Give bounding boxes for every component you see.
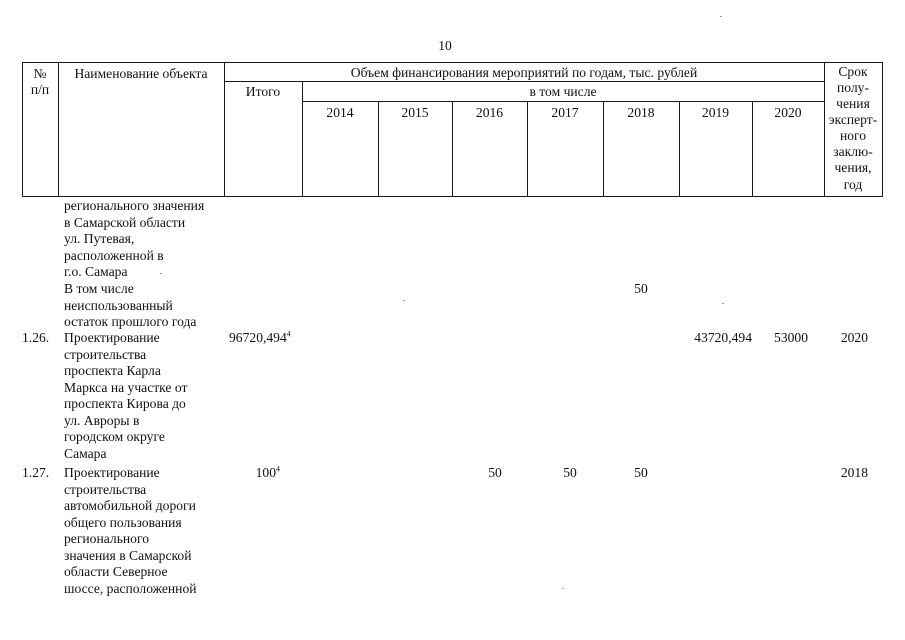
row-1-27-2017: 50 (563, 465, 577, 480)
row-1-27-total: $100^4$ (255, 464, 280, 480)
header-year-2014: 2014 (326, 105, 354, 120)
row-number-1-26: 1.26. (22, 330, 50, 345)
header-num-line1: № (33, 66, 47, 81)
unused-balance-2018: 50 (634, 281, 648, 296)
row-1-26-deadline: 2020 (840, 330, 868, 345)
row-1-26-2020: 53000 (774, 330, 808, 345)
scan-speck (562, 588, 564, 589)
header-including: в том числе (529, 84, 597, 99)
table-row-continuation-name: регионального значения в Самарской области ул. Путевая, расположенной в г.о. Самара (64, 198, 205, 279)
row-1-26-2019: 43720,494 (694, 330, 752, 345)
header-num-line2: п/п (30, 82, 50, 97)
header-year-2017: 2017 (551, 105, 579, 120)
header-year-2018: 2018 (627, 105, 655, 120)
header-total: Итого (245, 84, 281, 99)
header-year-2015: 2015 (401, 105, 429, 120)
row-1-27-2018: 50 (634, 465, 648, 480)
row-1-27-2016: 50 (488, 465, 502, 480)
page-number: 10 (438, 38, 452, 53)
table-row-1-27-name: Проектирование строительства автомобильной дороги общего пользования регионального значения в Самарской области Северное шоссе, расположенной (64, 465, 197, 596)
row-1-27-deadline: 2018 (840, 465, 868, 480)
table-row-unused-balance-name: В том числе неиспользованный остаток прошлого года (64, 281, 197, 329)
scan-speck (722, 303, 724, 304)
header-year-2020: 2020 (774, 105, 802, 120)
scan-speck (403, 300, 405, 301)
table-row-1-26-name: Проектирование строительства проспекта Карла Маркса на участке от проспекта Кирова до ул. Авроры в городском округе Самара (64, 330, 188, 461)
scan-speck (720, 16, 722, 17)
header-funding: Объем финансирования мероприятий по годам, тыс. рублей (350, 65, 698, 80)
header-object-name: Наименование объекта (74, 66, 208, 81)
row-1-26-total: 96720,494$^4$ (229, 329, 291, 345)
header-year-2016: 2016 (475, 105, 504, 120)
scan-speck (160, 273, 162, 274)
row-number-1-27: 1.27. (22, 465, 50, 480)
header-year-2019: 2019 (701, 105, 730, 120)
